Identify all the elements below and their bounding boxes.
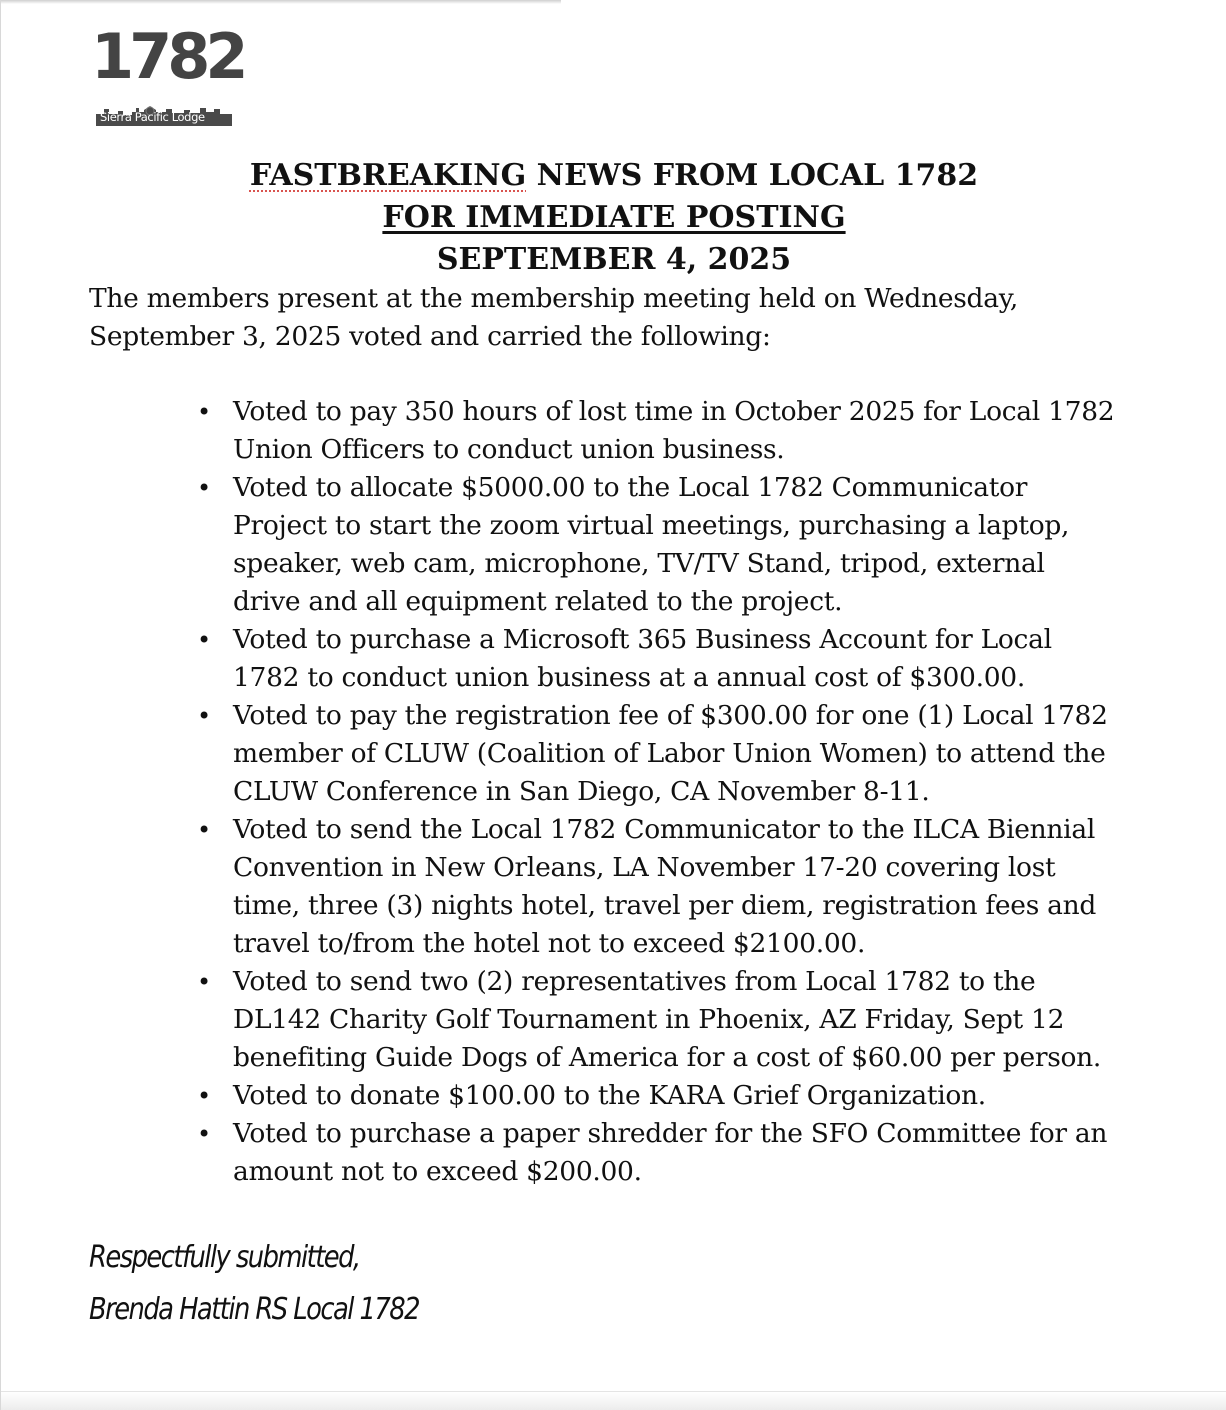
headline-line-1-rest: NEWS FROM LOCAL 1782 [526, 158, 979, 193]
list-item [197, 963, 1157, 1077]
list-item-line: Voted to purchase a paper shredder for the SFO Committee for an [233, 1118, 1108, 1149]
list-item-line: Convention in New Orleans, LA November 17-20 covering lost [233, 852, 1056, 883]
bullet-icon: • [197, 398, 211, 426]
list-item [197, 1077, 1157, 1115]
list-item-line: 1782 to conduct union business at a annual cost of $300.00. [233, 662, 1025, 693]
lodge-logo [91, 20, 244, 126]
bullet-icon: • [197, 968, 211, 996]
list-item-line: Voted to send two (2) representatives from Local 1782 to the [233, 966, 1036, 997]
list-item-line: Voted to pay 350 hours of lost time in October 2025 for Local 1782 [233, 396, 1115, 427]
list-item [197, 697, 1157, 811]
bottom-edge-bar [1, 1391, 1226, 1410]
list-item-line: Voted to allocate $5000.00 to the Local 1782 Communicator [233, 472, 1028, 503]
list-item [197, 1115, 1157, 1191]
headline-line-1 [1, 155, 1226, 197]
list-item-line: Union Officers to conduct union business. [233, 434, 785, 465]
list-item-line: Project to start the zoom virtual meetings, purchasing a laptop, [233, 510, 1070, 541]
bullet-icon: • [197, 1120, 211, 1148]
list-item-line: CLUW Conference in San Diego, CA November 8-11. [233, 776, 930, 807]
headline-block [1, 155, 1226, 281]
bullet-icon: • [197, 816, 211, 844]
intro-paragraph [89, 280, 1149, 356]
list-item-line: time, three (3) nights hotel, travel per diem, registration fees and [233, 890, 1097, 921]
list-item-line: Voted to send the Local 1782 Communicator to the ILCA Biennial [233, 814, 1096, 845]
list-item-line: drive and all equipment related to the project. [233, 586, 843, 617]
motions-list [197, 393, 1157, 1191]
immediate-posting-label: FOR IMMEDIATE POSTING [382, 200, 846, 235]
list-item-line: Voted to purchase a Microsoft 365 Business Account for Local [233, 624, 1052, 655]
bullet-icon: • [197, 474, 211, 502]
list-item-line: amount not to exceed $200.00. [233, 1156, 642, 1187]
signature-closing: Respectfully submitted, [89, 1240, 360, 1275]
list-item-line: travel to/from the hotel not to exceed $2100.00. [233, 928, 866, 959]
intro-line-1: The members present at the membership meeting held on Wednesday, [89, 283, 1018, 314]
list-item-line: member of CLUW (Coalition of Labor Union Women) to attend the [233, 738, 1106, 769]
signature-block [89, 1232, 419, 1336]
logo-tagline: Sierra Pacific Lodge [100, 110, 205, 124]
list-item [197, 621, 1157, 697]
list-item-line: Voted to pay the registration fee of $300.00 for one (1) Local 1782 [233, 700, 1108, 731]
bullet-icon: • [197, 626, 211, 654]
headline-line-2 [1, 197, 1226, 239]
list-item-line: Voted to donate $100.00 to the KARA Grief Organization. [233, 1080, 986, 1111]
list-item-line: benefiting Guide Dogs of America for a cost of $60.00 per person. [233, 1042, 1102, 1073]
intro-line-2: September 3, 2025 voted and carried the following: [89, 321, 771, 352]
list-item [197, 393, 1157, 469]
top-edge-shadow [1, 0, 561, 4]
headline-keyword: FASTBREAKING [249, 158, 527, 193]
list-item [197, 811, 1157, 963]
headline-date: SEPTEMBER 4, 2025 [436, 242, 792, 277]
list-item [197, 469, 1157, 621]
bullet-icon: • [197, 702, 211, 730]
signature-name: Brenda Hattin RS Local 1782 [89, 1292, 419, 1327]
list-item-line: DL142 Charity Golf Tournament in Phoenix, AZ Friday, Sept 12 [233, 1004, 1065, 1035]
bullet-icon: • [197, 1082, 211, 1110]
list-item-line: speaker, web cam, microphone, TV/TV Stand, tripod, external [233, 548, 1045, 579]
logo-number: 1782 [91, 20, 244, 93]
